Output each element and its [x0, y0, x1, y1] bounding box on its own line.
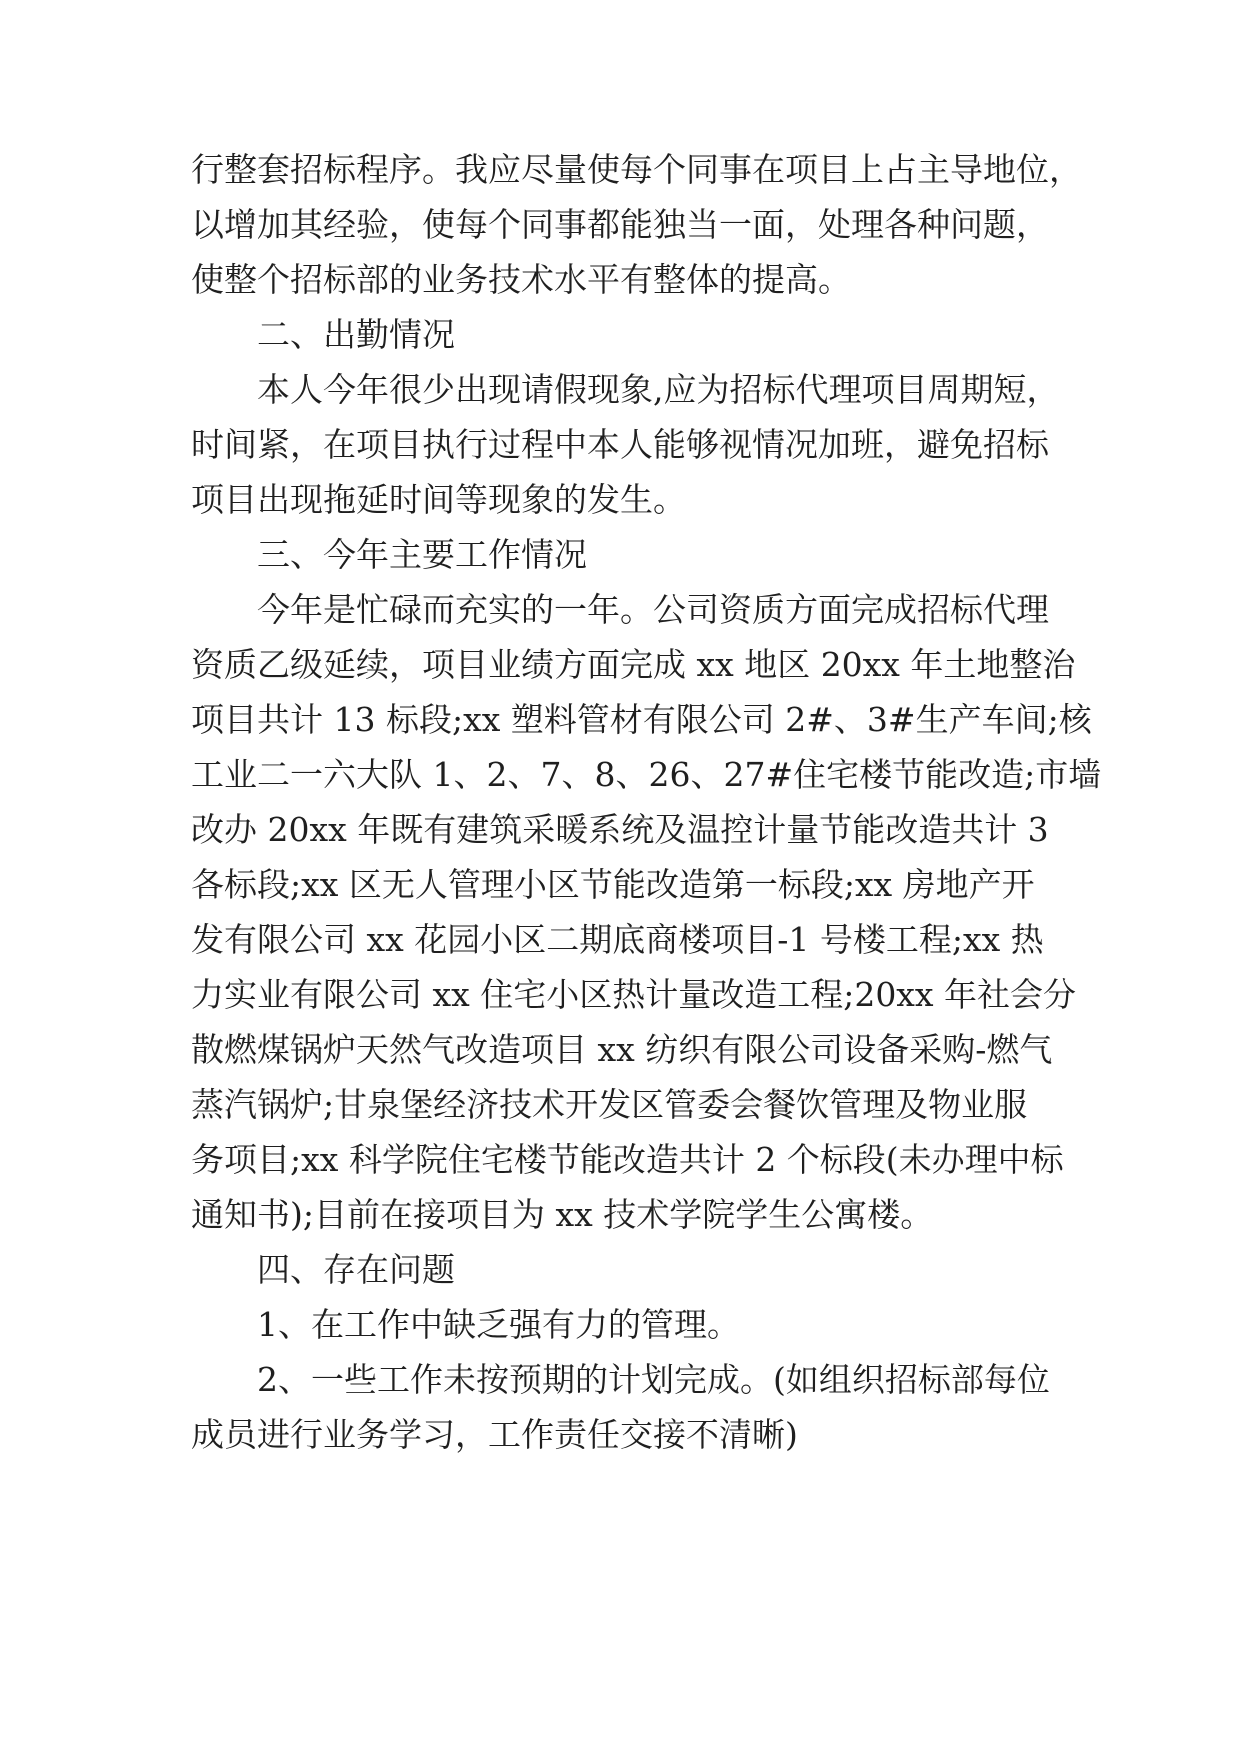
section-heading: 三、今年主要工作情况: [257, 535, 587, 574]
text-line: 项目出现拖延时间等现象的发生。: [191, 480, 686, 519]
text-line: 行整套招标程序。我应尽量使每个同事在项目上占主导地位，: [191, 150, 1082, 189]
text-line: 项目共计 13 标段;xx 塑料管材有限公司 2#、3#生产车间;核: [191, 700, 1092, 739]
text-line: 使整个招标部的业务技术水平有整体的提高。: [191, 260, 851, 299]
text-line: 改办 20xx 年既有建筑采暖系统及温控计量节能改造共计 3: [191, 810, 1049, 849]
text-line: 成员进行业务学习，工作责任交接不清晰): [191, 1415, 798, 1454]
text-line: 以增加其经验，使每个同事都能独当一面，处理各种问题，: [191, 205, 1049, 244]
text-line: 今年是忙碌而充实的一年。公司资质方面完成招标代理: [257, 590, 1049, 629]
text-line: 散燃煤锅炉天然气改造项目 xx 纺织有限公司设备采购-燃气: [191, 1030, 1053, 1069]
section-heading: 四、存在问题: [257, 1250, 455, 1289]
text-line: 务项目;xx 科学院住宅楼节能改造共计 2 个标段(未办理中标: [191, 1140, 1064, 1179]
text-line: 本人今年很少出现请假现象,应为招标代理项目周期短，: [257, 370, 1060, 409]
section-heading: 二、出勤情况: [257, 315, 455, 354]
list-item: 2、一些工作未按预期的计划完成。(如组织招标部每位: [257, 1360, 1050, 1399]
text-line: 时间紧，在项目执行过程中本人能够视情况加班，避免招标: [191, 425, 1049, 464]
text-line: 发有限公司 xx 花园小区二期底商楼项目-1 号楼工程;xx 热: [191, 920, 1044, 959]
text-line: 资质乙级延续，项目业绩方面完成 xx 地区 20xx 年土地整治: [191, 645, 1076, 684]
text-line: 通知书);目前在接项目为 xx 技术学院学生公寓楼。: [191, 1195, 934, 1234]
list-item: 1、在工作中缺乏强有力的管理。: [257, 1305, 740, 1344]
text-line: 力实业有限公司 xx 住宅小区热计量改造工程;20xx 年社会分: [191, 975, 1077, 1014]
text-line: 工业二一六大队 1、2、7、8、26、27#住宅楼节能改造;市墙: [191, 755, 1102, 794]
text-line: 蒸汽锅炉;甘泉堡经济技术开发区管委会餐饮管理及物业服: [191, 1085, 1028, 1124]
text-line: 各标段;xx 区无人管理小区节能改造第一标段;xx 房地产开: [191, 865, 1035, 904]
